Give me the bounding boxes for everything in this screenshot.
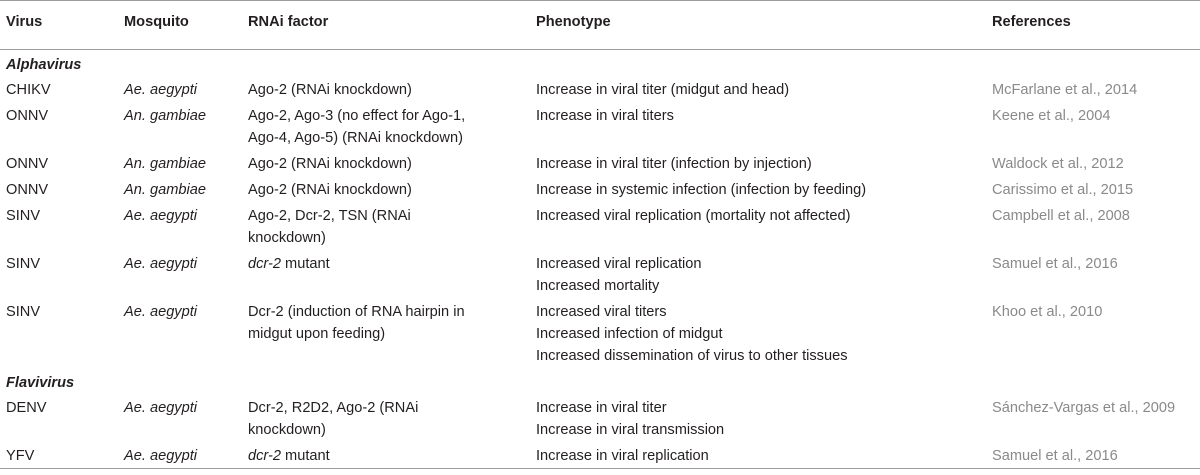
phenotype-cell: Increase in viral titer (midgut and head)	[536, 82, 790, 98]
virus-cell: ONNV	[6, 156, 49, 172]
rnai-cell: Ago-2 (RNAi knockdown)	[248, 82, 412, 98]
reference-cell: Samuel et al., 2016	[986, 442, 1200, 469]
reference-cell: Carissimo et al., 2015	[992, 182, 1134, 198]
rnai-cell: dcr-2 mutant	[242, 442, 530, 469]
reference-cell: Samuel et al., 2016	[992, 256, 1118, 272]
rnai-cell: Dcr-2, R2D2, Ago-2 (RNAi knockdown)	[248, 400, 419, 438]
mosquito-cell: An. gambiae	[124, 156, 206, 172]
header-mosquito: Mosquito	[118, 1, 242, 50]
table-row	[0, 442, 1200, 469]
rnai-cell: Ago-2, Ago-3 (no effect for Ago-1, Ago-4, Ago-5) (RNAi knockdown)	[248, 108, 466, 146]
header-references: References	[986, 1, 1200, 50]
header-virus: Virus	[0, 1, 118, 50]
mosquito-cell: Ae. aegypti	[124, 256, 198, 272]
reference-cell: Sánchez-Vargas et al., 2009	[992, 400, 1176, 416]
reference-cell: Khoo et al., 2010	[992, 304, 1103, 320]
table-row	[0, 202, 1200, 250]
header-rnai-factor: RNAi factor	[242, 1, 530, 50]
reference-cell: Campbell et al., 2008	[992, 208, 1130, 224]
table-row	[0, 394, 1200, 442]
phenotype-cell: Increase in systemic infection (infection by feeding)	[536, 182, 867, 198]
phenotype-cell: Increase in viral titers	[536, 108, 674, 124]
phenotype-cell: Increase in viral titer Increase in viral transmission	[536, 400, 725, 438]
phenotype-cell: Increase in viral replication	[530, 442, 986, 469]
rnai-cell: Ago-2, Dcr-2, TSN (RNAi knockdown)	[248, 208, 411, 246]
phenotype-cell: Increased viral titers Increased infection of midgut Increased dissemination of virus to other tissues	[536, 304, 848, 364]
phenotype-cell: Increased viral replication Increased mortality	[536, 256, 702, 294]
virus-cell: CHIKV	[6, 82, 51, 98]
mosquito-cell: Ae. aegypti	[124, 82, 198, 98]
group-label: Alphavirus	[6, 57, 82, 73]
table-row	[0, 76, 1200, 102]
mosquito-cell: An. gambiae	[124, 182, 206, 198]
table-row	[0, 150, 1200, 176]
table-row	[0, 250, 1200, 298]
virus-cell: YFV	[0, 442, 118, 469]
mosquito-cell: Ae. aegypti	[118, 442, 242, 469]
table-row	[0, 102, 1200, 150]
virus-cell: ONNV	[6, 108, 49, 124]
rnai-cell: Dcr-2 (induction of RNA hairpin in midgut upon feeding)	[248, 304, 465, 342]
header-phenotype: Phenotype	[530, 1, 986, 50]
mosquito-cell: Ae. aegypti	[124, 304, 198, 320]
phenotype-cell: Increase in viral titer (infection by injection)	[536, 156, 812, 172]
virus-cell: DENV	[6, 400, 47, 416]
virus-cell: SINV	[6, 208, 41, 224]
group-row-alphavirus	[0, 50, 1200, 77]
mosquito-cell: An. gambiae	[124, 108, 206, 124]
rnai-cell: dcr-2 mutant	[248, 256, 330, 272]
reference-cell: McFarlane et al., 2014	[992, 82, 1138, 98]
reference-cell: Keene et al., 2004	[992, 108, 1111, 124]
rnai-cell: Ago-2 (RNAi knockdown)	[248, 156, 412, 172]
table-row	[0, 176, 1200, 202]
mosquito-cell: Ae. aegypti	[124, 208, 198, 224]
reference-cell: Waldock et al., 2012	[992, 156, 1124, 172]
rnai-cell: Ago-2 (RNAi knockdown)	[248, 182, 412, 198]
virus-cell: ONNV	[6, 182, 49, 198]
virus-cell: SINV	[6, 304, 41, 320]
mosquito-cell: Ae. aegypti	[124, 400, 198, 416]
phenotype-cell: Increased viral replication (mortality not affected)	[536, 208, 851, 224]
virus-cell: SINV	[6, 256, 41, 272]
group-label: Flavivirus	[6, 375, 75, 391]
table-row	[0, 298, 1200, 368]
group-row-flavivirus	[0, 368, 1200, 394]
header-row	[0, 1, 1200, 50]
